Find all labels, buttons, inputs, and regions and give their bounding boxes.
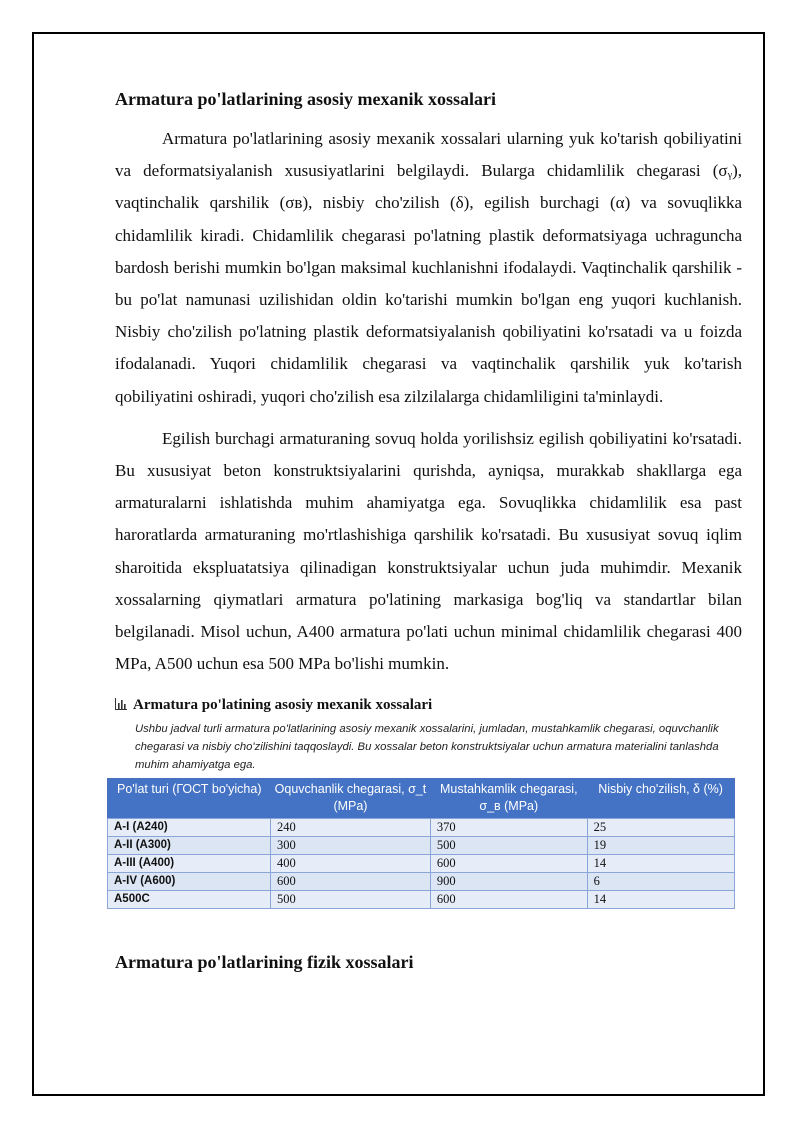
table-block [115, 694, 742, 909]
section-heading-mechanical: Armatura po'latlarining asosiy mexanik xossalari [115, 89, 497, 109]
cell-steel-type: A-III (A400) [108, 855, 271, 873]
cell-yield: 300 [271, 837, 431, 855]
table-header-row [108, 779, 735, 819]
column-header-tensile-strength: Mustahkamlik chegarasi, σ_в (MPa) [430, 779, 587, 819]
cell-steel-type: A-I (A240) [108, 819, 271, 837]
paragraph-1: Armatura po'latlarining asosiy mexanik xossalari ularning yuk ko'tarish qobiliyatini va deformatsiyalanish xususiyatlarini belgilaydi. Bularga chidamlilik chegarasi (σᵧ), vaqtinchalik qarshilik (σв), nisbiy cho'zilish (δ), egilish burchagi (α) va sovuqlikka chidamlilik kiradi. Chidamlilik chegarasi po'latning plastik deformatsiyaga uchraguncha bardosh berishi mumkin bo'lgan maksimal kuchlanishni ifodalaydi. Vaqtinchalik qarshilik - bu po'lat namunasi uzilishidan oldin ko'tarishi mumkin bo'lgan eng yuqori kuchlanish. Nisbiy cho'zilish po'latning plastik deformatsiyalanish qobiliyatini ko'rsatadi va u foizda ifodalanadi. Yuqori chidamlilik chegarasi va vaqtinchalik qarshilik yuk ko'tarish qobiliyatini oshiradi, yuqori cho'zilish esa zilzilalarga chidamliligini ta'minlaydi. [115, 129, 742, 406]
table-description: Ushbu jadval turli armatura po'latlarining asosiy mexanik xossalarini, jumladan, mustahkamlik chegarasi, oquvchanlik chegarasi va nisbiy cho'zilishini taqqoslaydi. Bu xossalar beton konstruktsiyalar uchun armatura materialini tanlashda muhim ahamiyatga ega. [135, 723, 719, 772]
cell-tensile: 600 [430, 855, 587, 873]
cell-yield: 400 [271, 855, 431, 873]
cell-tensile: 500 [430, 837, 587, 855]
bar-chart-icon [115, 698, 127, 710]
mechanical-properties-table [107, 778, 735, 909]
cell-yield: 240 [271, 819, 431, 837]
cell-steel-type: A-IV (A600) [108, 873, 271, 891]
cell-tensile: 600 [430, 891, 587, 909]
table-title [115, 694, 742, 716]
cell-elongation: 19 [587, 837, 734, 855]
cell-yield: 500 [271, 891, 431, 909]
document-content [115, 86, 742, 975]
cell-steel-type: A500C [108, 891, 271, 909]
section-heading-physical: Armatura po'latlarining fizik xossalari [115, 952, 414, 973]
cell-elongation: 14 [587, 855, 734, 873]
column-header-elongation: Nisbiy cho'zilish, δ (%) [587, 779, 734, 819]
cell-yield: 600 [271, 873, 431, 891]
table-row [108, 855, 735, 873]
cell-tensile: 370 [430, 819, 587, 837]
table-title-text: Armatura po'latining asosiy mexanik xossalari [133, 697, 433, 714]
cell-steel-type: A-II (A300) [108, 837, 271, 855]
paragraph-2: Egilish burchagi armaturaning sovuq holda yorilishsiz egilish qobiliyatini ko'rsatadi. Bu xususiyat beton konstruktsiyalarini qurishda, ayniqsa, murakkab shakllarga ega armaturalarni ishlatishda muhim ahamiyatga ega. Sovuqlikka chidamlilik esa past haroratlarda armaturaning mo'rtlashishiga qarshilik ko'rsatadi. Bu xususiyat sovuq iqlim sharoitida ekspluatatsiya qilinadigan konstruktsiyalar uchun juda muhimdir. Mexanik xossalarning qiymatlari armatura po'latining markasiga bog'liq va standartlar bilan belgilanadi. Misol uchun, A400 armatura po'lati uchun minimal chidamlilik chegarasi 400 MPa, A500 uchun esa 500 MPa bo'lishi mumkin. [115, 428, 742, 674]
table-row [108, 873, 735, 891]
column-header-yield-strength: Oquvchanlik chegarasi, σ_t (MPa) [271, 779, 431, 819]
cell-tensile: 900 [430, 873, 587, 891]
table-row [108, 891, 735, 909]
table-row [108, 819, 735, 837]
table-row [108, 837, 735, 855]
column-header-steel-type: Po'lat turi (ГОСТ bo'yicha) [108, 779, 271, 819]
cell-elongation: 6 [587, 873, 734, 891]
cell-elongation: 14 [587, 891, 734, 909]
cell-elongation: 25 [587, 819, 734, 837]
